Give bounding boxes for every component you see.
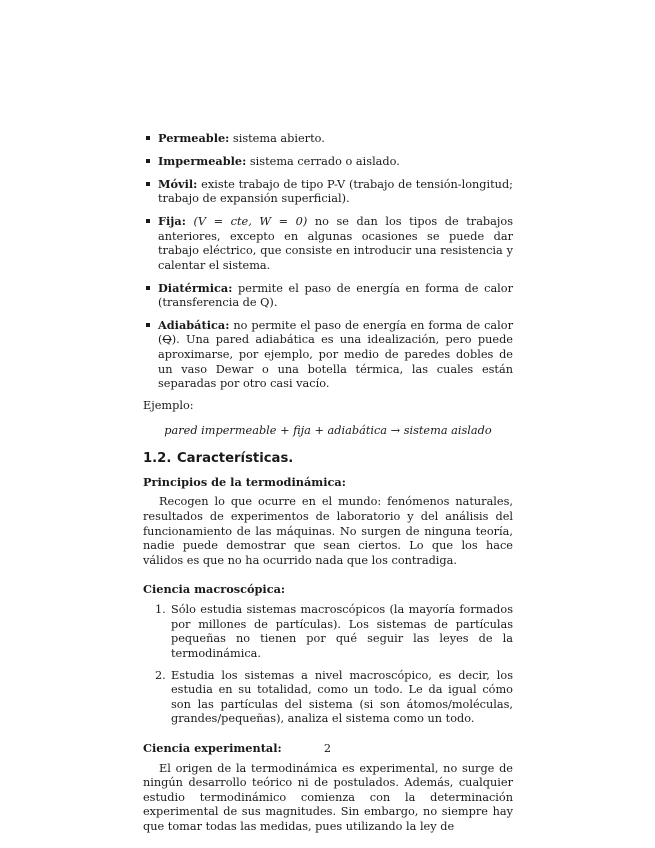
- example-label: Ejemplo:: [143, 399, 194, 413]
- wall-types-list: [143, 131, 513, 392]
- list-item: [143, 131, 513, 147]
- bullet-icon: [146, 136, 150, 140]
- list-item: [143, 603, 513, 661]
- list-item: [143, 154, 513, 170]
- term-description: no se dan los tipos de trabajos anteriores, excepto en algunas ocasiones se puede dar trabajo eléctrico, que consiste en introducir una resistencia y calentar el sistema.: [158, 214, 513, 272]
- subheading-principles: Principios de la termodinámica:: [143, 474, 346, 489]
- list-item: [143, 281, 513, 311]
- page-body: [143, 131, 513, 834]
- term-description-start: no permite el paso de energía en forma de calor (: [158, 318, 513, 347]
- subheading-experimental: Ciencia experimental:: [143, 740, 282, 755]
- item-text: Estudia los sistemas a nivel macroscópico, es decir, los estudia en su totalidad, como un todo. Le da igual cómo son las partículas del sistema (si son átomos/moléculas, grandes/pequeñas), analiza el sistema como un todo.: [171, 668, 513, 726]
- term-label: Adiabática:: [158, 317, 230, 332]
- bullet-icon: [146, 159, 150, 163]
- paragraph-experimental: El origen de la termodinámica es experimental, no surge de ningún desarrollo teórico ni de postulados. Además, cualquier estudio termodinámico comienza con la determinación experimental de sus magnitudes. Sin embargo, no siempre hay que tomar todas las medidas, pues utilizando la ley de: [143, 761, 513, 833]
- bullet-icon: [146, 182, 150, 186]
- bullet-icon: [146, 219, 150, 223]
- list-item: [143, 214, 513, 273]
- item-text: Sólo estudia sistemas macroscópicos (la mayoría formados por millones de partículas). Los sistemas de partículas pequeñas no tienen por qué seguir las leyes de la termodinámica.: [171, 602, 513, 660]
- item-number: 1.: [155, 602, 166, 616]
- list-item: [143, 177, 513, 207]
- section-heading: [143, 452, 513, 467]
- term-description: ). Una pared adiabática es una idealización, pero puede aproximarse, por ejemplo, por medio de paredes dobles de un vaso Dewar o una botella térmica, las cuales están separadas por otro casi vacío.: [158, 333, 513, 391]
- term-description: sistema abierto.: [229, 132, 325, 145]
- term-label: Diatérmica:: [158, 280, 233, 295]
- term-description: existe trabajo de tipo P-V (trabajo de tensión-longitud; trabajo de expansión superficial).: [158, 177, 513, 206]
- formula: pared impermeable + fija + adiabática → sistema aislado: [164, 423, 492, 437]
- page-number: 2: [323, 742, 332, 755]
- item-number: 2.: [155, 668, 166, 682]
- bullet-icon: [146, 323, 150, 327]
- paragraph-principles: Recogen lo que ocurre en el mundo: fenómenos naturales, resultados de experimentos de laboratorio y del análisis del funcionamiento de las máquinas. No surgen de ninguna teoría, nadie puede demostrar que sean ciertos. Lo que los hace válidos es que no ha ocurrido nada que los contradiga.: [143, 495, 513, 567]
- term-label: Permeable:: [158, 131, 230, 145]
- term-description: sistema cerrado o aislado.: [246, 154, 400, 168]
- subheading-macro: Ciencia macroscópica:: [143, 582, 286, 597]
- term-label: Impermeable:: [158, 153, 247, 168]
- term-label: Fija:: [158, 213, 186, 228]
- macro-list: [143, 603, 513, 727]
- section-number: 1.2.: [143, 451, 172, 467]
- list-item: [143, 669, 513, 727]
- term-label: Móvil:: [158, 176, 198, 191]
- struck-symbol: Q: [162, 333, 172, 347]
- term-description: permite el paso de energía en forma de calor (transferencia de Q).: [158, 281, 513, 310]
- section-title: Características.: [177, 451, 294, 467]
- bullet-icon: [146, 286, 150, 290]
- list-item: [143, 318, 513, 392]
- inline-math: (V = cte, W = 0): [193, 214, 308, 228]
